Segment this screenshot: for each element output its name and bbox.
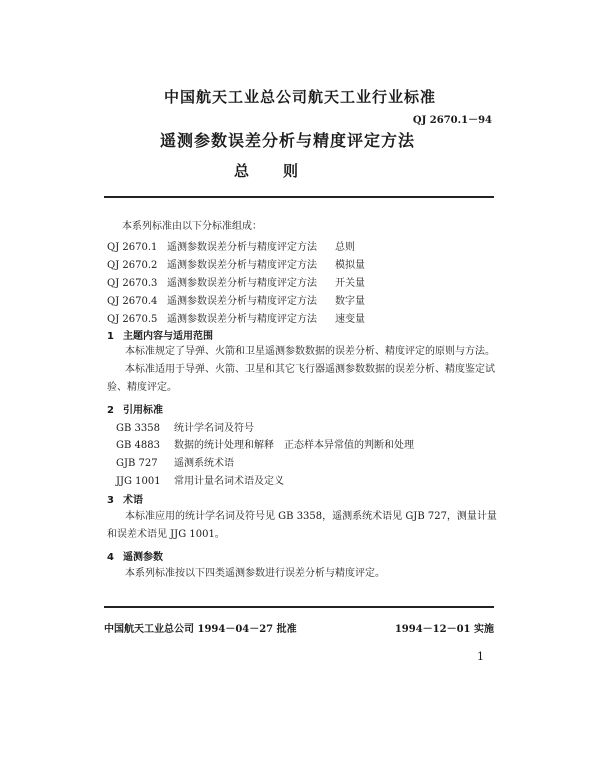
series-intro: 本系列标准由以下分标准组成： (122, 221, 262, 232)
series-name: 遥测参数误差分析与精度评定方法 (167, 278, 317, 289)
series-number: QJ 2670.2 (107, 260, 158, 271)
section-number: 2 (107, 405, 114, 416)
reference-code: JJG 1001 (116, 476, 161, 487)
paragraph-text: 本标准适用于导弹、火箭、卫星和其它飞行器遥测参数数据的误差分析、精度鉴定试验、精度评定。 (107, 364, 495, 393)
section-1-paragraph-1 (107, 343, 497, 361)
page-number: 1 (477, 650, 484, 663)
section-title: 主题内容与适用范围 (123, 331, 213, 342)
section-4-heading (107, 548, 163, 563)
section-4-paragraph (107, 565, 497, 583)
series-number: QJ 2670.5 (107, 314, 158, 325)
document-subtitle (234, 160, 298, 181)
reference-text: 数据的统计处理和解释 正态样本异常值的判断和处理 (174, 440, 414, 451)
section-title: 术语 (123, 495, 143, 506)
section-title: 引用标准 (123, 405, 163, 416)
series-item (107, 274, 365, 289)
series-part: 开关量 (335, 278, 365, 289)
section-number: 3 (107, 495, 114, 506)
series-part: 总则 (335, 242, 355, 253)
reference-code: GB 3358 (116, 423, 160, 434)
section-title: 遥测参数 (123, 552, 163, 563)
reference-item (116, 419, 254, 434)
standard-code: QJ 2670.1－94 (412, 115, 492, 126)
paragraph-text: 本标准规定了导弹、火箭和卫星遥测参数数据的误差分析、精度评定的原则与方法。 (125, 346, 495, 357)
reference-code: GB 4883 (116, 440, 160, 451)
section-3-heading (107, 491, 143, 506)
reference-item (116, 472, 284, 487)
series-part: 模拟量 (335, 260, 365, 271)
reference-text: 遥测系统术语 (174, 458, 234, 469)
series-name: 遥测参数误差分析与精度评定方法 (167, 296, 317, 307)
section-1-heading (107, 327, 213, 342)
section-1-paragraph-2 (107, 361, 497, 397)
issuing-organization: 中国航天工业总公司航天工业行业标准 (164, 88, 437, 106)
series-part: 数字量 (335, 296, 365, 307)
series-item (107, 310, 365, 325)
section-number: 4 (107, 552, 114, 563)
series-name: 遥测参数误差分析与精度评定方法 (167, 314, 317, 325)
document-title: 遥测参数误差分析与精度评定方法 (160, 131, 416, 150)
series-item (107, 256, 365, 271)
header-divider (104, 196, 494, 198)
paragraph-text: 本标准应用的统计学名词及符号见 GB 3358，遥测系统术语见 GJB 727，测量计量和误差术语见 JJG 1001。 (107, 511, 497, 540)
section-2-heading (107, 401, 163, 416)
reference-text: 统计学名词及符号 (174, 423, 254, 434)
series-number: QJ 2670.1 (107, 242, 158, 253)
subtitle-part-2: 则 (283, 162, 299, 180)
reference-code: GJB 727 (116, 458, 158, 469)
section-number: 1 (107, 331, 114, 342)
series-name: 遥测参数误差分析与精度评定方法 (167, 242, 317, 253)
footer-divider (104, 606, 494, 608)
reference-text: 常用计量名词术语及定义 (174, 476, 284, 487)
series-number: QJ 2670.4 (107, 296, 158, 307)
series-name: 遥测参数误差分析与精度评定方法 (167, 260, 317, 271)
reference-item (116, 454, 234, 469)
series-number: QJ 2670.3 (107, 278, 158, 289)
effective-date: 1994－12－01 实施 (394, 624, 494, 635)
paragraph-text: 本系列标准按以下四类遥测参数进行误差分析与精度评定。 (125, 568, 385, 579)
subtitle-part-1: 总 (234, 162, 250, 180)
series-part: 速变量 (335, 314, 365, 325)
series-item (107, 292, 365, 307)
section-3-paragraph (107, 508, 497, 544)
series-item (107, 238, 355, 253)
approval-date: 中国航天工业总公司 1994－04－27 批准 (104, 624, 297, 635)
reference-item (116, 436, 414, 451)
